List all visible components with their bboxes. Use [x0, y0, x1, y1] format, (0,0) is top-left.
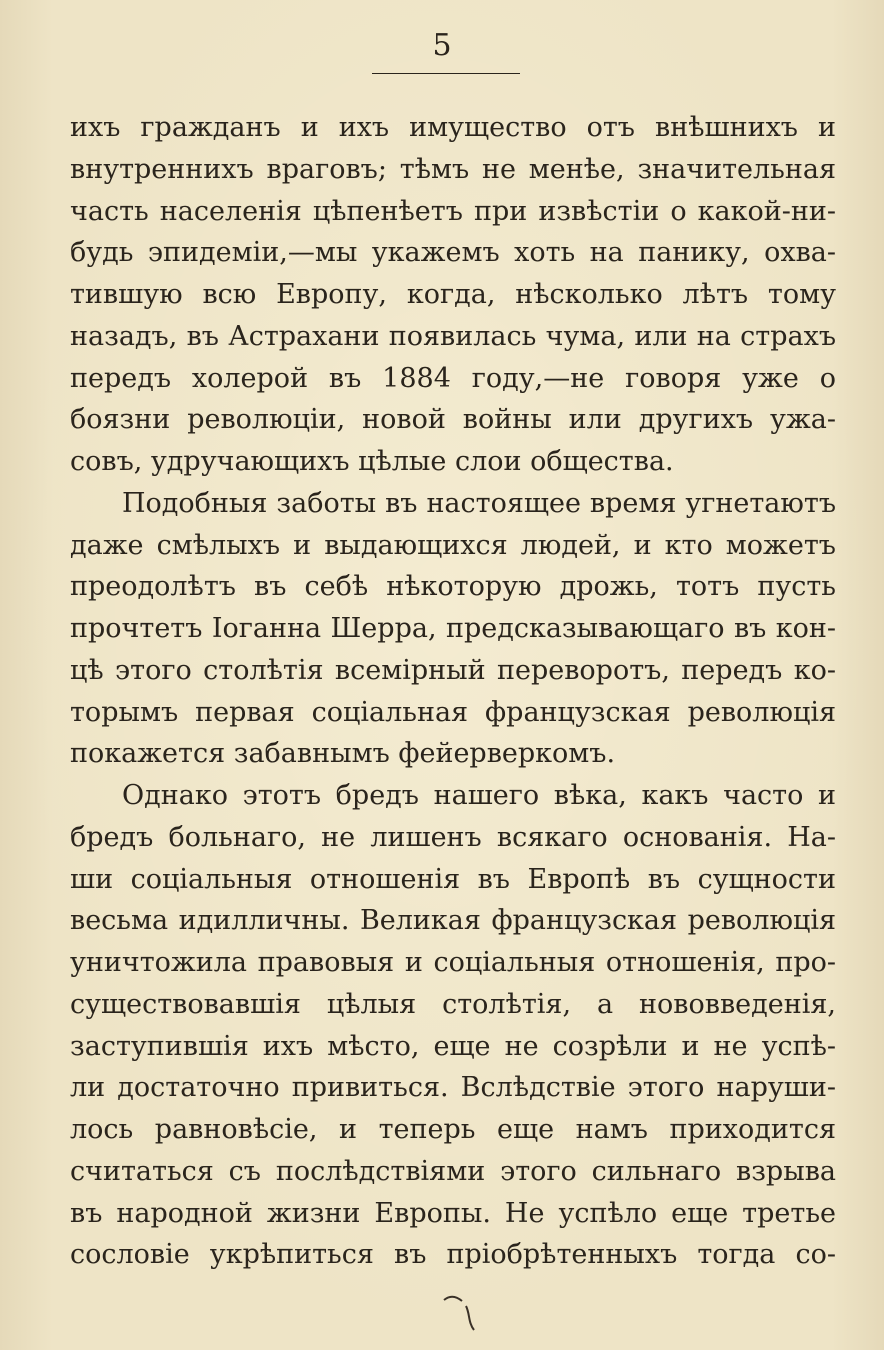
- text-line: ши соціальныя отношенія въ Европѣ въ сущности: [70, 863, 836, 895]
- text-line: существовавшія цѣлыя столѣтія, а нововведенія,: [70, 988, 836, 1020]
- text-line: ихъ гражданъ и ихъ имущество отъ внѣшнихъ и: [70, 112, 836, 143]
- text-line: лось равновѣсіе, и теперь еще намъ приходится: [70, 1114, 836, 1145]
- text-line: уничтожила правовыя и соціальныя отношенія, про-: [70, 947, 836, 978]
- text-line: сословіе укрѣпиться въ пріобрѣтенныхъ тогда со-: [70, 1239, 836, 1271]
- body-text: [70, 107, 836, 1276]
- text-line: торымъ первая соціальная французская революція: [70, 696, 836, 728]
- paragraph-start-line: Однако этотъ бредъ нашего вѣка, какъ часто и: [122, 780, 836, 811]
- text-line: заступившія ихъ мѣсто, еще не созрѣли и не успѣ-: [70, 1030, 836, 1062]
- text-line: совъ, удручающихъ цѣлые слои общества.: [70, 446, 674, 477]
- text-line: тившую всю Европу, когда, нѣсколько лѣтъ тому: [70, 279, 836, 310]
- text-line: преодолѣтъ въ себѣ нѣкоторую дрожь, тотъ пусть: [70, 571, 836, 603]
- paragraph-start-line: Подобныя заботы въ настоящее время угнетаютъ: [122, 487, 836, 519]
- text-line: цѣ этого столѣтія всемірный переворотъ, передъ ко-: [70, 654, 836, 686]
- text-line: бредъ больнаго, не лишенъ всякаго основанія. На-: [70, 821, 836, 853]
- text-line: весьма идилличны. Великая французская революція: [70, 905, 836, 937]
- text-line: считаться съ послѣдствіями этого сильнаго взрыва: [70, 1155, 836, 1187]
- text-line: внутреннихъ враговъ; тѣмъ не менѣе, значительная: [70, 153, 836, 185]
- text-line: покажется забавнымъ фейерверкомъ.: [70, 738, 616, 770]
- text-line: ли достаточно привиться. Вслѣдствіе этого наруши-: [70, 1072, 836, 1104]
- text-line: часть населенія цѣпенѣетъ при извѣстіи о какой-ни-: [70, 195, 836, 227]
- text-line: боязни революціи, новой войны или другихъ ужа-: [70, 404, 836, 436]
- header-rule: [372, 73, 520, 74]
- ink-mark-icon: [440, 1292, 490, 1342]
- text-line: прочтетъ Іоганна Шерра, предсказывающаго въ кон-: [70, 613, 836, 644]
- text-line: въ народной жизни Европы. Не успѣло еще третье: [70, 1197, 836, 1229]
- text-line: будь эпидеміи,—мы укажемъ хоть на панику, охва-: [70, 237, 836, 269]
- text-line: передъ холерой въ 1884 году,—не говоря уже о: [70, 362, 836, 394]
- page-number: 5: [432, 28, 452, 63]
- text-line: назадъ, въ Астрахани появилась чума, или на страхъ: [70, 320, 836, 352]
- text-line: даже смѣлыхъ и выдающихся людей, и кто можетъ: [70, 529, 836, 561]
